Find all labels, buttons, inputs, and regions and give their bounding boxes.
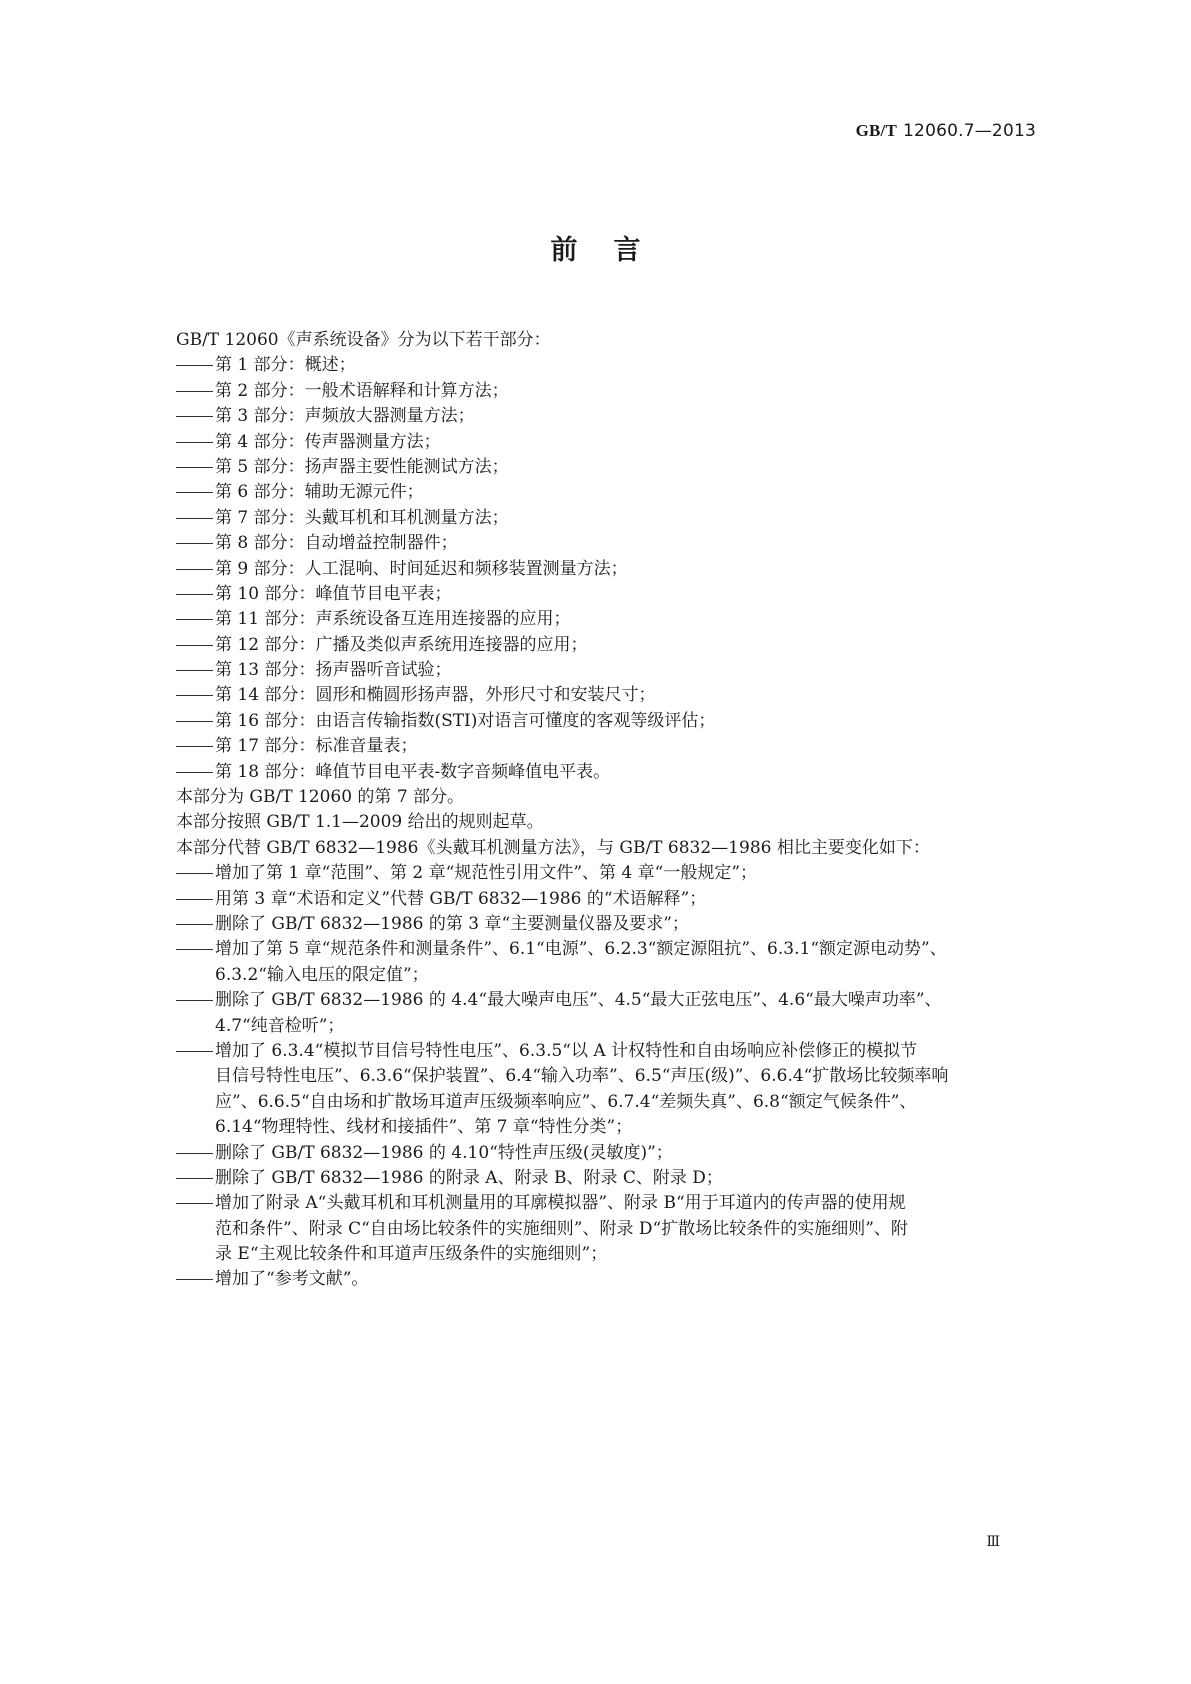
list-item: 第 16 部分：由语言传输指数(STI)对语言可懂度的客观等级评估； — [176, 709, 1056, 734]
list-item-continuation: 应”、6.6.5“自由场和扩散场耳道声压级频率响应”、6.7.4“差频失真”、6.8“额定气候条件”、 — [215, 1091, 917, 1112]
em-dash — [176, 365, 213, 366]
list-item: 删除了 GB/T 6832—1986 的附录 A、附录 B、附录 C、附录 D； — [176, 1166, 1056, 1191]
list-item: 删除了 GB/T 6832—1986 的 4.4“最大噪声电压”、4.5“最大正弦电压”、4.6“最大噪声功率”、 — [176, 988, 1056, 1013]
em-dash — [176, 1178, 213, 1179]
list-item-continuation: 目信号特性电压”、6.3.6“保护装置”、6.4“输入功率”、6.5“声压(级)”、6.6.4“扩散场比较频率响 — [215, 1066, 949, 1087]
em-dash — [176, 492, 213, 493]
page-number: Ⅲ — [986, 1534, 999, 1550]
changes-list — [176, 861, 1056, 1293]
em-dash — [176, 594, 213, 595]
em-dash — [176, 899, 213, 900]
list-item: 第 17 部分：标准音量表； — [176, 734, 1056, 759]
list-item: 第 14 部分：圆形和椭圆形扬声器，外形尺寸和安装尺寸； — [176, 683, 1056, 708]
list-item-continuation: 录 E“主观比较条件和耳道声压级条件的实施细则”； — [215, 1244, 608, 1265]
em-dash — [176, 949, 213, 950]
em-dash — [176, 873, 213, 874]
list-item: 增加了第 5 章“规范条件和测量条件”、6.1“电源”、6.2.3“额定源阻抗”、6.3.1“额定源电动势”、 — [176, 937, 1056, 962]
em-dash — [176, 721, 213, 722]
em-dash — [176, 1279, 213, 1280]
em-dash — [176, 1051, 213, 1052]
list-item: 第 10 部分：峰值节目电平表； — [176, 582, 1056, 607]
em-dash — [176, 1153, 213, 1154]
statement-paragraph: 本部分为 GB/T 12060 的第 7 部分。 — [176, 787, 465, 808]
em-dash — [176, 695, 213, 696]
em-dash — [176, 442, 213, 443]
list-item: 删除了 GB/T 6832—1986 的第 3 章“主要测量仪器及要求”； — [176, 912, 1056, 937]
list-item: 第 6 部分：辅助无源元件； — [176, 480, 1056, 505]
statement-paragraph: 本部分代替 GB/T 6832—1986《头戴耳机测量方法》，与 GB/T 6832—1986 相比主要变化如下： — [176, 837, 930, 858]
list-item: 第 3 部分：声频放大器测量方法； — [176, 404, 1056, 429]
list-item: 增加了第 1 章“范围”、第 2 章“规范性引用文件”、第 4 章“一般规定”； — [176, 861, 1056, 886]
list-item: 第 12 部分：广播及类似声系统用连接器的应用； — [176, 633, 1056, 658]
em-dash — [176, 772, 213, 773]
em-dash — [176, 619, 213, 620]
list-item: 增加了附录 A“头戴耳机和耳机测量用的耳廓模拟器”、附录 B“用于耳道内的传声器的使用规 — [176, 1191, 1056, 1216]
em-dash — [176, 543, 213, 544]
em-dash — [176, 1203, 213, 1204]
standard-prefix: GB/T — [855, 121, 898, 140]
standard-number — [856, 121, 1036, 141]
foreword-body — [176, 328, 1056, 1293]
list-item: 第 8 部分：自动增益控制器件； — [176, 531, 1056, 556]
list-item: 第 7 部分：头戴耳机和耳机测量方法； — [176, 506, 1056, 531]
list-item-continuation: 6.3.2“输入电压的限定值”； — [215, 964, 429, 985]
em-dash — [176, 467, 213, 468]
list-item: 第 18 部分：峰值节目电平表-数字音频峰值电平表。 — [176, 760, 1056, 785]
list-item: 删除了 GB/T 6832—1986 的 4.10“特性声压级(灵敏度)”； — [176, 1141, 1056, 1166]
em-dash — [176, 924, 213, 925]
list-item-continuation: 范和条件”、附录 C“自由场比较条件的实施细则”、附录 D“扩散场比较条件的实施细则”、附 — [215, 1218, 908, 1239]
list-item: 第 9 部分：人工混响、时间延迟和频移装置测量方法； — [176, 557, 1056, 582]
em-dash — [176, 746, 213, 747]
parts-list — [176, 353, 1056, 785]
em-dash — [176, 645, 213, 646]
intro-paragraph: GB/T 12060《声系统设备》分为以下若干部分： — [176, 330, 551, 350]
list-item: 第 1 部分：概述； — [176, 353, 1056, 378]
statement-paragraph: 本部分按照 GB/T 1.1—2009 给出的规则起草。 — [176, 812, 544, 833]
em-dash — [176, 391, 213, 392]
em-dash — [176, 670, 213, 671]
list-item: 第 2 部分：一般术语解释和计算方法； — [176, 379, 1056, 404]
standard-code: 12060.7—2013 — [903, 121, 1036, 141]
list-item: 第 11 部分：声系统设备互连用连接器的应用； — [176, 607, 1056, 632]
list-item: 第 13 部分：扬声器听音试验； — [176, 658, 1056, 683]
em-dash — [176, 416, 213, 417]
list-item: 第 5 部分：扬声器主要性能测试方法； — [176, 455, 1056, 480]
list-item-continuation: 6.14“物理特性、线材和接插件”、第 7 章“特性分类”； — [215, 1117, 633, 1138]
em-dash — [176, 569, 213, 570]
list-item: 增加了 6.3.4“模拟节目信号特性电压”、6.3.5“以 A 计权特性和自由场响应补偿修正的模拟节 — [176, 1039, 1056, 1064]
list-item: 第 4 部分：传声器测量方法； — [176, 430, 1056, 455]
list-item: 增加了“参考文献”。 — [176, 1267, 1056, 1292]
list-item: 用第 3 章“术语和定义”代替 GB/T 6832—1986 的“术语解释”； — [176, 887, 1056, 912]
page-title: 前言 — [550, 235, 677, 266]
list-item-continuation: 4.7“纯音检听”； — [215, 1015, 345, 1036]
em-dash — [176, 1000, 213, 1001]
em-dash — [176, 518, 213, 519]
